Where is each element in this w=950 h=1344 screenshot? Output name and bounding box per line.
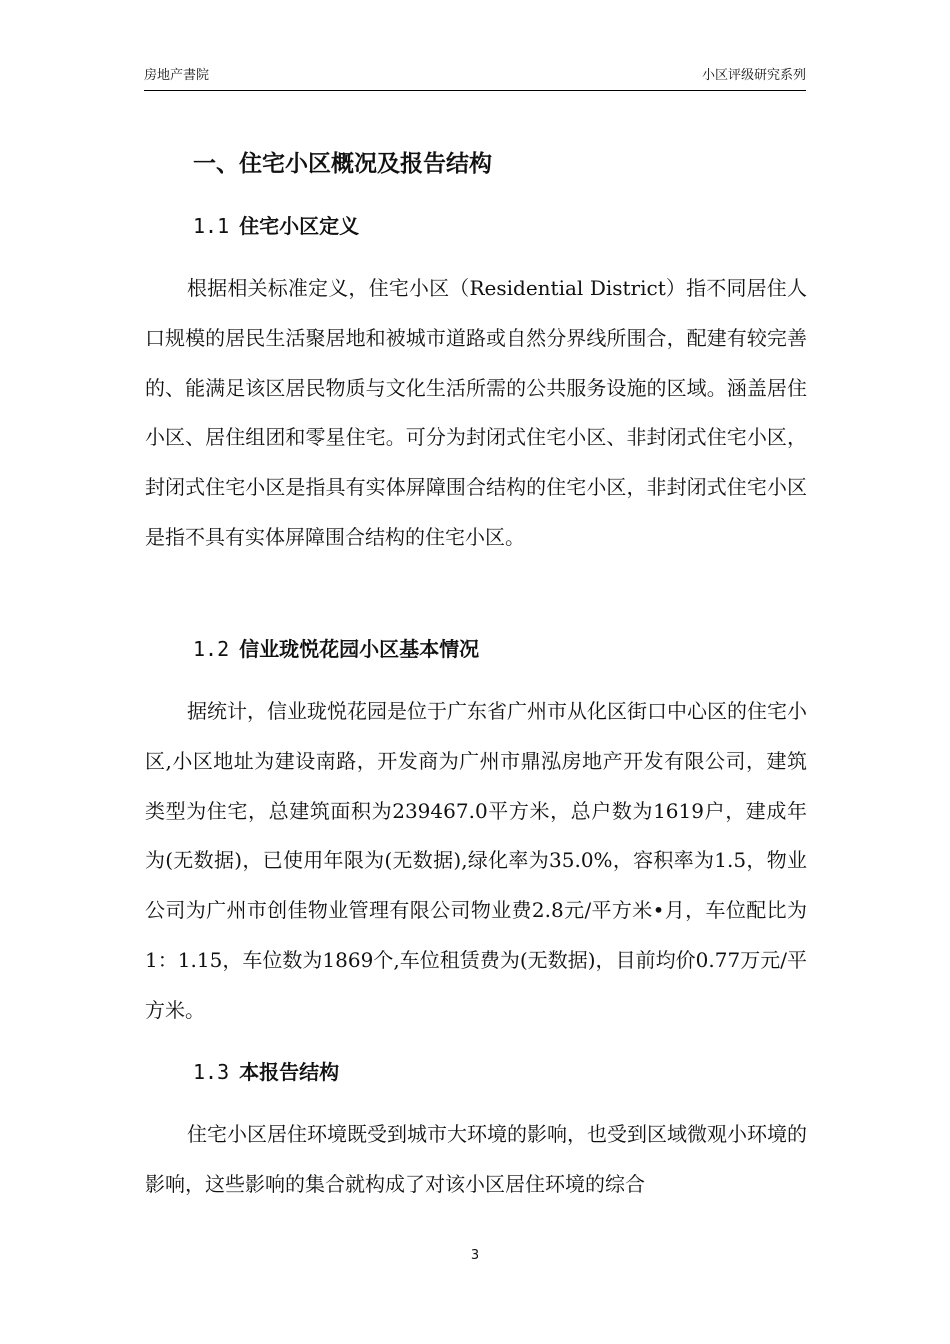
paragraph-basic-info: 据统计，信业珑悦花园是位于广东省广州市从化区街口中心区的住宅小区,小区地址为建设南路，开发商为广州市鼎泓房地产开发有限公司，建筑类型为住宅，总建筑面积为239467.0平方米，总户数为1619户，建成年为(无数据)，已使用年限为(无数据),绿化率为35.0%，容积率为1.5，物业公司为广州市创佳物业管理有限公司物业费2.8元/平方米•月，车位配比为1：1.15，车位数为1869个,车位租赁费为(无数据)，目前均价0.77万元/平方米。 [145, 699, 807, 1022]
paragraph-report-structure: 住宅小区居住环境既受到城市大环境的影响，也受到区域微观小环境的影响，这些影响的集合就构成了对该小区居住环境的综合 [145, 1122, 807, 1196]
subsection-heading-1-3 [193, 1057, 339, 1087]
subsection-title: 本报告结构 [239, 1060, 340, 1084]
header-publisher: 房地产書院 [144, 68, 210, 83]
subsection-number: 1.1 [193, 214, 230, 238]
subsection-title: 住宅小区定义 [239, 214, 360, 238]
subsection-number: 1.2 [193, 637, 230, 661]
subsection-title: 信业珑悦花园小区基本情况 [239, 637, 480, 661]
subsection-heading-1-1 [193, 211, 359, 241]
page-header [144, 66, 806, 91]
section-title: 一、住宅小区概况及报告结构 [193, 151, 492, 177]
paragraph-definition: 根据相关标准定义，住宅小区（Residential District）指不同居住人口规模的居民生活聚居地和被城市道路或自然分界线所围合，配建有较完善的、能满足该区居民物质与文化生活所需的公共服务设施的区域。涵盖居住小区、居住组团和零星住宅。可分为封闭式住宅小区、非封闭式住宅小区，封闭式住宅小区是指具有实体屏障围合结构的住宅小区，非封闭式住宅小区是指不具有实体屏障围合结构的住宅小区。 [145, 276, 807, 549]
page-number: 3 [470, 1248, 480, 1263]
subsection-heading-1-2 [193, 634, 479, 664]
header-series-title: 小区评级研究系列 [701, 68, 806, 83]
subsection-number: 1.3 [193, 1060, 230, 1084]
